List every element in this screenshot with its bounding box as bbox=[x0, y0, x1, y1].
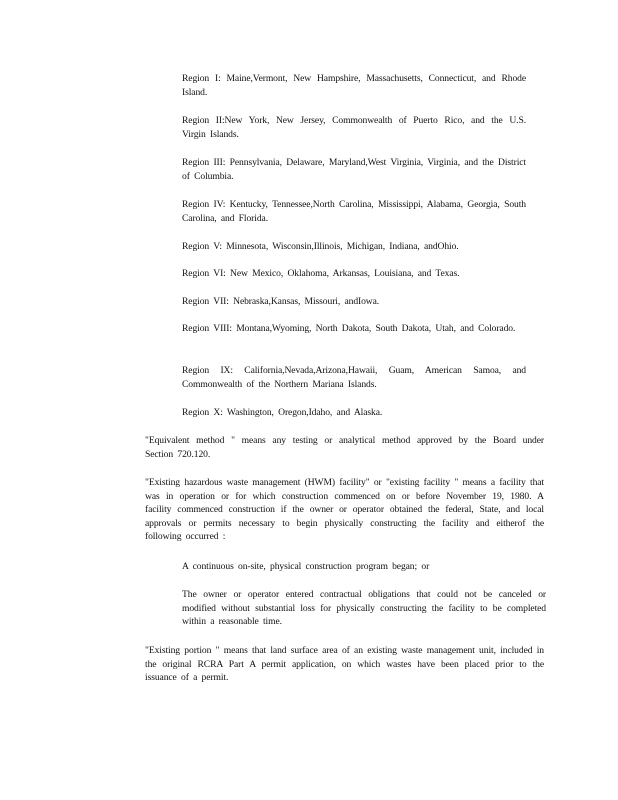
existing-portion-definition: "Existing portion " means that land surface area of an existing waste management unit, included in the original RCRA Part A permit application, on which wastes have been placed prior to the issuance of a permit. bbox=[145, 645, 544, 684]
region-8-paragraph: Region VIII: Montana,Wyoming, North Dakota, South Dakota, Utah, and Colorado. bbox=[182, 323, 516, 334]
region-2-paragraph: Region II:New York, New Jersey, Commonwealth of Puerto Rico, and the U.S. Virgin Islands. bbox=[182, 115, 526, 140]
region-7-paragraph: Region VII: Nebraska,Kansas, Missouri, andIowa. bbox=[182, 296, 380, 307]
existing-hwm-facility-definition: "Existing hazardous waste management (HWM) facility" or "existing facility " means a facility that was in operation or for which construction commenced on or before November 19, 1980. A facility commenced construction if the owner or operator obtained the federal, State, and local approvals or permits necessary to begin physically constructing the facility and eitherof the following occurred : bbox=[145, 477, 544, 543]
equivalent-method-definition: "Equivalent method " means any testing or analytical method approved by the Board under Section 720.120. bbox=[145, 435, 544, 460]
region-10-paragraph: Region X: Washington, Oregon,Idaho, and Alaska. bbox=[182, 407, 383, 418]
region-1-paragraph: Region I: Maine,Vermont, New Hampshire, Massachusetts, Connecticut, and Rhode Island. bbox=[182, 73, 526, 98]
region-6-paragraph: Region VI: New Mexico, Oklahoma, Arkansas, Louisiana, and Texas. bbox=[182, 268, 460, 279]
condition-a-paragraph: A continuous on-site, physical construction program began; or bbox=[182, 561, 430, 572]
region-4-paragraph: Region IV: Kentucky, Tennessee,North Carolina, Mississippi, Alabama, Georgia, South Carolina, and Florida. bbox=[182, 199, 526, 224]
region-5-paragraph: Region V: Minnesota, Wisconsin,Illinois, Michigan, Indiana, andOhio. bbox=[182, 241, 459, 252]
region-3-paragraph: Region III: Pennsylvania, Delaware, Maryland,West Virginia, Virginia, and the District of Columbia. bbox=[182, 157, 526, 182]
region-9-paragraph: Region IX: California,Nevada,Arizona,Hawaii, Guam, American Samoa, and Commonwealth of the Northern Mariana Islands. bbox=[182, 365, 526, 390]
condition-b-paragraph: The owner or operator entered contractual obligations that could not be canceled or modified without substantial loss for physically constructing the facility to be completed within a reasonable time. bbox=[182, 589, 546, 628]
